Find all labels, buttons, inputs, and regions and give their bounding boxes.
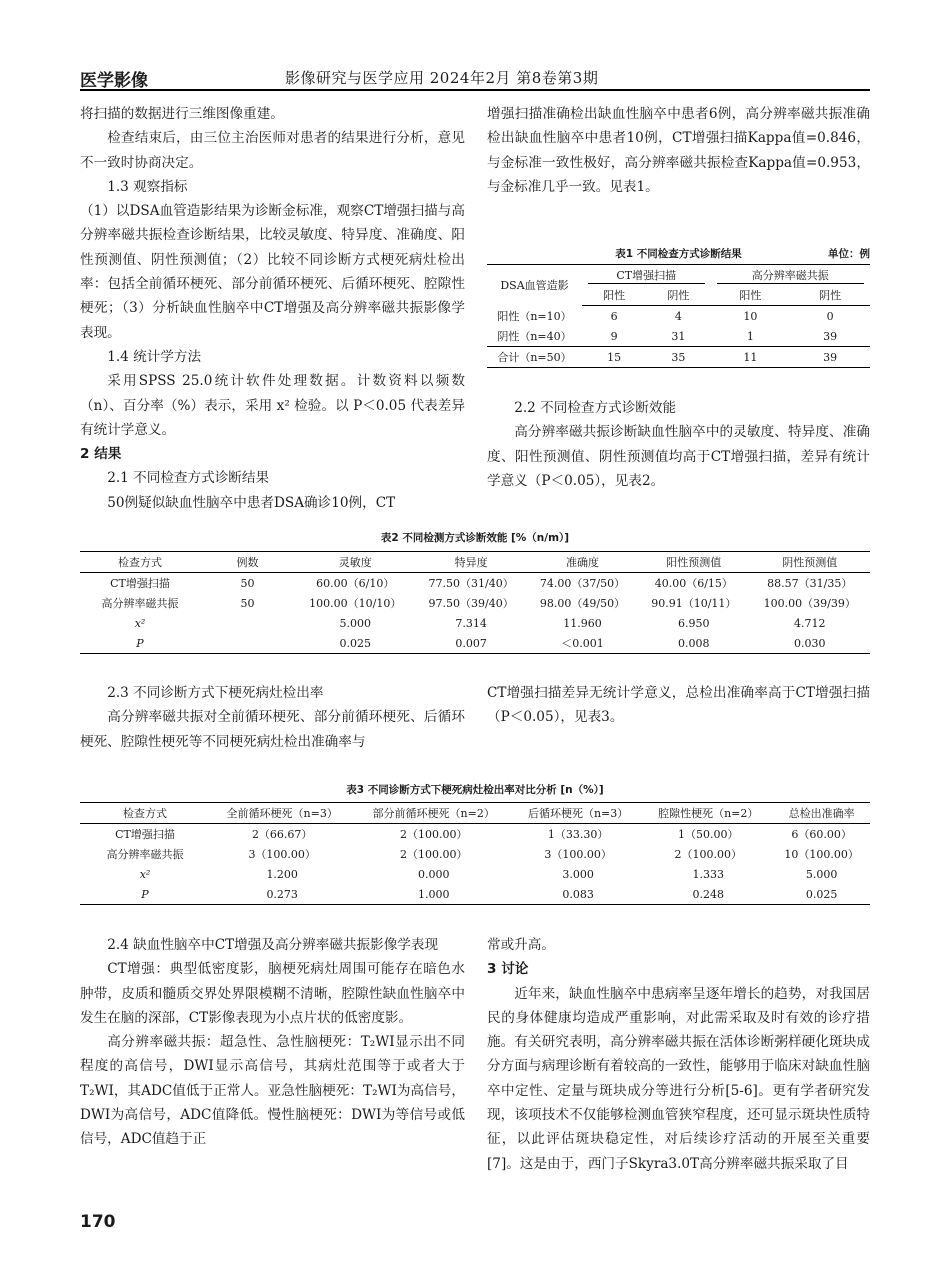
- table-cell: ＜0.001: [527, 633, 638, 654]
- table2: [80, 551, 870, 654]
- table3-header: 检查方式: [80, 803, 210, 824]
- table-cell: 35: [646, 347, 710, 368]
- table-cell: 4.712: [793, 616, 826, 630]
- table-cell: 100.00（39/39）: [763, 597, 856, 610]
- table-cell: 6.950: [678, 616, 710, 630]
- table1-header-ct-label: CT增强扫描: [588, 267, 705, 284]
- table-cell: 10: [743, 309, 758, 323]
- page-number: 170: [80, 1212, 116, 1232]
- table-cell: 1: [746, 329, 754, 343]
- paragraph: CT增强：典型低密度影，脑梗死病灶周围可能存在暗色水肿带，皮质和髓质交界处界限模糊不清晰，腔隙性缺血性脑卒中发生在脑的深部，CT影像表现为小点片状的低密度影。: [80, 961, 465, 1026]
- table-row: [487, 347, 870, 368]
- left-column-imaging: [80, 933, 465, 1152]
- table-cell: 60.00（6/10）: [316, 577, 395, 590]
- table-cell: 0.248: [643, 884, 773, 905]
- table-cell: 2（66.67）: [251, 828, 313, 841]
- table-cell: 0.025: [295, 633, 415, 654]
- paragraph: 高分辨率磁共振：超急性、急性脑梗死：T₂WI显示出不同程度的高信号，DWI显示高信号，其病灶范围等于或者大于T₂WI，其ADC值低于正常人。亚急性脑梗死：T₂WI为高信号，DWI为高信号，ADC值降低。慢性脑梗死：DWI为等信号或低信号，ADC值趋于正: [80, 1034, 465, 1148]
- paragraph: 高分辨率磁共振诊断缺血性脑卒中的灵敏度、特异度、准确度、阳性预测值、阴性预测值均高于CT增强扫描，差异有统计学意义（P＜0.05），见表2。: [487, 424, 870, 489]
- table2-header: 阴性预测值: [749, 552, 870, 573]
- table-cell: 1.200: [266, 867, 298, 881]
- table-cell: 11: [711, 347, 791, 368]
- left-column-methods: [80, 102, 465, 515]
- paragraph: 常或升高。: [487, 937, 555, 953]
- table-cell: 39: [790, 347, 870, 368]
- table-cell: 11.960: [563, 616, 602, 630]
- table-cell: 3（100.00）: [544, 848, 612, 861]
- table1-header-ct: [582, 265, 711, 286]
- running-header: [80, 64, 870, 90]
- paragraph: 检查结束后，由三位主治医师对患者的结果进行分析，意见不一致时协商决定。: [80, 130, 465, 171]
- table-cell: 0.030: [749, 633, 870, 654]
- table-row: [487, 326, 870, 347]
- paragraph: 采用SPSS 25.0统计软件处理数据。计数资料以频数（n）、百分率（%）表示，采用 x² 检验。以 P＜0.05 代表差异有统计学意义。: [80, 373, 465, 438]
- table-row: [80, 824, 870, 845]
- table3-header: 腔隙性梗死（n=2）: [643, 803, 773, 824]
- table-row: [80, 633, 870, 654]
- paragraph: 近年来，缺血性脑卒中患病率呈逐年增长的趋势，对我国居民的身体健康均造成严重影响，对此需采取及时有效的诊疗措施。有关研究表明，高分辨率磁共振在活体诊断粥样硬化斑块成分方面与病理诊断有着较高的一致性，能够用于临床对缺血性脑卒中定性、定量与斑块成分等进行分析[5-6]。更有学者研究发现，该项技术不仅能够检测血管狭窄程度，还可显示斑块性质特征，以此评估斑块稳定性，对后续诊疗活动的开展至关重要[7]。这是由于，西门子Skyra3.0T高分辨率磁共振采取了目: [487, 985, 870, 1172]
- table-cell: 10（100.00）: [784, 848, 859, 861]
- table-cell: 0.007: [415, 633, 526, 654]
- header-rule: [80, 89, 870, 91]
- table-cell: 97.50（39/40）: [428, 597, 514, 610]
- table-cell: [200, 633, 295, 654]
- table-cell: 100.00（10/10）: [309, 597, 402, 610]
- table-cell: 0.083: [513, 884, 643, 905]
- table-cell: 5.000: [339, 616, 371, 630]
- table3-header: 部分前循环梗死（n=2）: [354, 803, 513, 824]
- table-cell: 40.00（6/15）: [654, 577, 733, 590]
- table-cell: 90.91（10/11）: [651, 597, 737, 610]
- table-cell: P: [80, 633, 200, 654]
- table-cell: 高分辨率磁共振: [106, 848, 184, 861]
- heading-2-2: 2.2 不同检查方式诊断效能: [514, 400, 677, 416]
- table-cell: 74.00（37/50）: [539, 577, 626, 590]
- table3-title: 表3 不同诊断方式下梗死病灶检出率对比分析 [n（%）]: [346, 784, 604, 796]
- table1-title: 表1 不同检查方式诊断结果: [615, 248, 742, 260]
- heading-3: 3 讨论: [487, 961, 529, 978]
- table3-header: 全前循环梗死（n=3）: [210, 803, 354, 824]
- table-cell: 9: [610, 329, 618, 343]
- paragraph: 50例疑似缺血性脑卒中患者DSA确诊10例，CT: [107, 494, 396, 511]
- table-cell: 阳性（n=10）: [497, 309, 572, 323]
- table-cell: 0.000: [417, 867, 450, 881]
- table1-subheader: 阳性: [711, 285, 791, 306]
- table-cell: 6（60.00）: [791, 828, 852, 841]
- table-row: [80, 593, 870, 613]
- table2-header: 阳性预测值: [638, 552, 749, 573]
- table-cell: 2（100.00）: [399, 828, 468, 841]
- table2-header: 特异度: [415, 552, 526, 573]
- paragraph: （1）以DSA血管造影结果为诊断金标准，观察CT增强扫描与高分辨率磁共振检查诊断结果，比较灵敏度、特异度、准确度、阳性预测值、阴性预测值；（2）比较不同诊断方式梗死病灶检出率：包括全前循环梗死、部分前循环梗死、后循环梗死、腔隙性梗死；（3）分析缺血性脑卒中CT增强及高分辨率磁共振影像学表现。: [80, 203, 465, 341]
- heading-1-4: 1.4 统计学方法: [107, 348, 202, 365]
- table1-header-mri-label: 高分辨率磁共振: [717, 267, 864, 284]
- table-cell: 1（50.00）: [678, 828, 739, 841]
- table1-header-mri: [711, 265, 870, 286]
- right-column-detection: [487, 681, 870, 730]
- right-column-efficacy: [487, 396, 870, 493]
- heading-2-1: 2.1 不同检查方式诊断结果: [107, 470, 270, 487]
- table-cell: 合计（n=50）: [487, 347, 582, 368]
- journal-info: 影像研究与医学应用 2024年2月 第8卷第3期: [285, 69, 599, 87]
- table-row: [80, 844, 870, 864]
- table1-subheader: 阳性: [582, 285, 646, 306]
- right-column-discussion: [487, 933, 870, 1176]
- table1-caption: [487, 246, 870, 261]
- table-cell: 阴性（n=40）: [497, 330, 572, 343]
- table-row: [80, 884, 870, 905]
- paragraph: 增强扫描准确检出缺血性脑卒中患者6例，高分辨率磁共振准确检出缺血性脑卒中患者10例，CT增强扫描Kappa值=0.846，与金标准一致性极好，高分辨率磁共振检查Kappa值=0.953，与金标准几乎一致。见表1。: [487, 106, 870, 195]
- table1-subheader: 阴性: [646, 285, 710, 306]
- table-cell: 0.273: [210, 884, 354, 905]
- heading-1-3: 1.3 观察指标: [107, 178, 188, 195]
- table2-caption: [80, 530, 870, 545]
- table-cell: 50: [240, 576, 255, 590]
- table-cell: 4: [674, 309, 682, 323]
- table2-header: 准确度: [527, 552, 638, 573]
- table-cell: CT增强扫描: [115, 828, 175, 841]
- table-cell: 6: [610, 309, 618, 323]
- table-cell: CT增强扫描: [110, 577, 170, 590]
- table-cell: 39: [823, 329, 838, 343]
- table3-header: 后循环梗死（n=3）: [513, 803, 643, 824]
- table-cell: 3.000: [562, 867, 594, 881]
- paragraph: 高分辨率磁共振对全前循环梗死、部分前循环梗死、后循环梗死、腔隙性梗死等不同梗死病灶检出准确率与: [80, 709, 465, 750]
- table2-header: 灵敏度: [295, 552, 415, 573]
- table-cell: 2（100.00）: [399, 848, 468, 861]
- table1-unit: 单位：例: [828, 248, 870, 260]
- table2-header: 检查方式: [80, 552, 200, 573]
- table-cell: 0: [826, 309, 834, 323]
- table-cell: x²: [134, 616, 146, 630]
- table-cell: 98.00（49/50）: [539, 597, 626, 610]
- table3-header: 总检出准确率: [773, 803, 870, 824]
- table-cell: 77.50（31/40）: [428, 577, 514, 590]
- right-column-results: [487, 102, 870, 199]
- table-cell: 5.000: [805, 867, 838, 881]
- table-cell: 31: [671, 329, 686, 343]
- table-cell: 15: [582, 347, 646, 368]
- table-cell: 2（100.00）: [674, 848, 742, 861]
- table-cell: 1（33.30）: [547, 828, 609, 841]
- heading-2-3: 2.3 不同诊断方式下梗死病灶检出率: [107, 685, 324, 701]
- table3: [80, 802, 870, 905]
- table-cell: [200, 613, 295, 633]
- table-cell: 7.314: [455, 616, 487, 630]
- table-row: [80, 573, 870, 594]
- table1: [487, 264, 870, 368]
- heading-2: 2 结果: [80, 446, 122, 463]
- table2-title: 表2 不同检测方式诊断效能 [%（n/m）]: [380, 532, 570, 544]
- paragraph: CT增强扫描差异无统计学意义，总检出准确率高于CT增强扫描（P＜0.05），见表3。: [487, 685, 870, 726]
- table-row: [80, 864, 870, 884]
- table-row: [80, 613, 870, 633]
- table-cell: 3（100.00）: [248, 848, 316, 861]
- table-cell: 1.333: [692, 867, 724, 881]
- table-cell: x²: [139, 867, 151, 881]
- table3-caption: [80, 782, 870, 797]
- table-row: [487, 306, 870, 327]
- table-cell: 0.008: [638, 633, 749, 654]
- section-label: 医学影像: [80, 71, 148, 91]
- table-cell: 1.000: [354, 884, 513, 905]
- table-cell: 高分辨率磁共振: [101, 597, 179, 610]
- paragraph: 将扫描的数据进行三维图像重建。: [80, 106, 284, 122]
- table-cell: 50: [240, 596, 255, 610]
- table-cell: 88.57（31/35）: [767, 577, 853, 590]
- table2-header: 例数: [200, 552, 295, 573]
- left-column-detection: [80, 681, 465, 754]
- table-cell: 0.025: [773, 884, 870, 905]
- table-cell: P: [80, 884, 210, 905]
- table1-header-dsa: DSA血管造影: [487, 265, 582, 306]
- heading-2-4: 2.4 缺血性脑卒中CT增强及高分辨率磁共振影像学表现: [107, 937, 439, 953]
- table1-subheader: 阴性: [790, 285, 870, 306]
